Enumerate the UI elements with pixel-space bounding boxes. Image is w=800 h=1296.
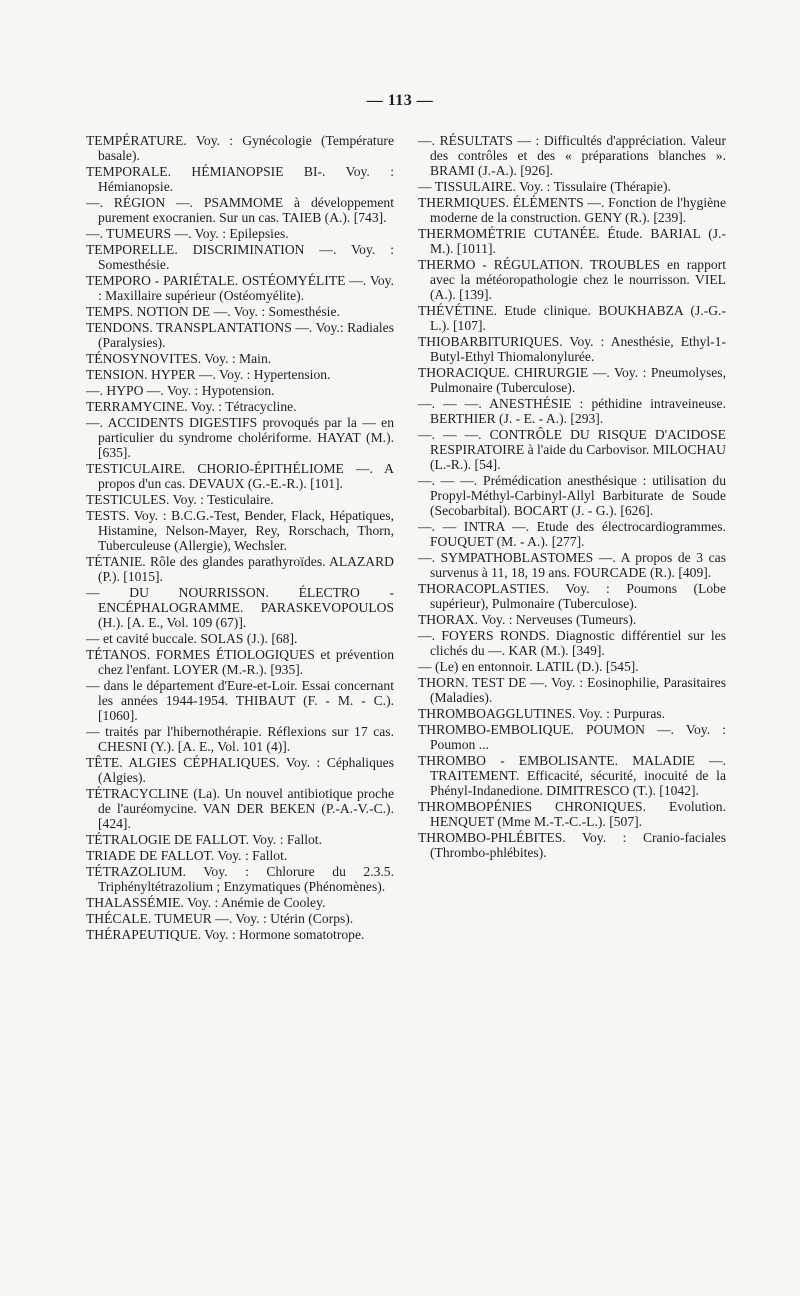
right-column <box>418 133 726 861</box>
index-entry: THALASSÉMIE. Voy. : Anémie de Cooley. <box>86 895 326 910</box>
index-entry: —. — —. CONTRÔLE DU RISQUE D'ACIDOSE RESPIRATOIRE à l'aide du Carbovisor. MILOCHAU (L.-R.). [54]. <box>418 427 726 472</box>
index-entry: TENSION. HYPER —. Voy. : Hypertension. <box>86 367 331 382</box>
index-entry: TEMPS. NOTION DE —. Voy. : Somesthésie. <box>86 304 340 319</box>
index-entry: THROMBO - EMBOLISANTE. MALADIE —. TRAITEMENT. Efficacité, sécurité, inocuité de la Phényl-Indanedione. DIMITRESCO (T.). [1042]. <box>418 753 726 798</box>
index-entry: TÉNOSYNOVITES. Voy. : Main. <box>86 351 272 366</box>
index-entry: TESTICULAIRE. CHORIO-ÉPITHÉLIOME —. A propos d'un cas. DEVAUX (G.-E.-R.). [101]. <box>86 461 394 491</box>
index-entry: THERMO - RÉGULATION. TROUBLES en rapport avec la météoropathologie chez le nourrisson. VIEL (A.). [139]. <box>418 257 726 302</box>
index-entry: THÉCALE. TUMEUR —. Voy. : Utérin (Corps). <box>86 911 354 926</box>
index-entry: — DU NOURRISSON. ÉLECTRO - ENCÉPHALOGRAMME. PARASKEVOPOULOS (H.). [A. E., Vol. 109 (67)]. <box>86 585 394 630</box>
index-entry: TÊTE. ALGIES CÉPHALIQUES. Voy. : Céphaliques (Algies). <box>86 755 394 785</box>
index-entry: TERRAMYCINE. Voy. : Tétracycline. <box>86 399 297 414</box>
index-entry: TRIADE DE FALLOT. Voy. : Fallot. <box>86 848 288 863</box>
index-entry: THÉRAPEUTIQUE. Voy. : Hormone somatotrope. <box>86 927 365 942</box>
index-entry: —. — —. ANESTHÉSIE : péthidine intraveineuse. BERTHIER (J. - E. - A.). [293]. <box>418 396 726 426</box>
index-entry: TEMPORALE. HÉMIANOPSIE BI-. Voy. : Hémianopsie. <box>86 164 394 194</box>
index-entry: —. FOYERS RONDS. Diagnostic différentiel sur les clichés du —. KAR (M.). [349]. <box>418 628 726 658</box>
index-entry: THIOBARBITURIQUES. Voy. : Anesthésie, Ethyl-1-Butyl-Ethyl Thiomalonylurée. <box>418 334 726 364</box>
index-entry: —. HYPO —. Voy. : Hypotension. <box>86 383 275 398</box>
index-entry: THROMBOAGGLUTINES. Voy. : Purpuras. <box>418 706 666 721</box>
index-entry: —. TUMEURS —. Voy. : Epilepsies. <box>86 226 289 241</box>
index-entry: THORACOPLASTIES. Voy. : Poumons (Lobe supérieur), Pulmonaire (Tuberculose). <box>418 581 726 611</box>
index-entry: TEMPORELLE. DISCRIMINATION —. Voy. : Somesthésie. <box>86 242 394 272</box>
left-column <box>86 133 394 943</box>
index-entry: TÉTRAZOLIUM. Voy. : Chlorure du 2.3.5. Triphényltétrazolium ; Enzymatiques (Phénomènes). <box>86 864 394 894</box>
index-entry: THORAX. Voy. : Nerveuses (Tumeurs). <box>418 612 637 627</box>
index-entry: TENDONS. TRANSPLANTATIONS —. Voy.: Radiales (Paralysies). <box>86 320 394 350</box>
index-entry: — traités par l'hibernothérapie. Réflexions sur 17 cas. CHESNI (Y.). [A. E., Vol. 101 (4)]. <box>86 724 394 754</box>
index-entry: THROMBO-EMBOLIQUE. POUMON —. Voy. : Poumon ... <box>418 722 726 752</box>
index-entry: THÉVÉTINE. Etude clinique. BOUKHABZA (J.-G.-L.). [107]. <box>418 303 726 333</box>
index-entry: TEMPÉRATURE. Voy. : Gynécologie (Température basale). <box>86 133 394 163</box>
index-entry: —. — INTRA —. Etude des électrocardiogrammes. FOUQUET (M. - A.). [277]. <box>418 519 726 549</box>
index-entry: THERMIQUES. ÉLÉMENTS —. Fonction de l'hygiène moderne de la construction. GENY (R.). [239]. <box>418 195 726 225</box>
index-entry: TÉTRALOGIE DE FALLOT. Voy. : Fallot. <box>86 832 322 847</box>
index-entry: TÉTANIE. Rôle des glandes parathyroïdes. ALAZARD (P.). [1015]. <box>86 554 394 584</box>
index-entry: — dans le département d'Eure-et-Loir. Essai concernant les années 1944-1954. THIBAUT (F. - M. - C.). [1060]. <box>86 678 394 723</box>
index-entry: — TISSULAIRE. Voy. : Tissulaire (Thérapie). <box>418 179 671 194</box>
page-number: — 113 — <box>366 92 434 109</box>
index-entry: TEMPORO - PARIÉTALE. OSTÉOMYÉLITE —. Voy. : Maxillaire supérieur (Ostéomyélite). <box>86 273 394 303</box>
index-entry: TÉTRACYCLINE (La). Un nouvel antibiotique proche de l'auréomycine. VAN DER BEKEN (P.-A.-V.-C.). [424]. <box>86 786 394 831</box>
index-entry: —. RÉSULTATS — : Difficultés d'appréciation. Valeur des contrôles et des « préparations blanches ». BRAMI (J.-A.). [926]. <box>418 133 726 178</box>
index-entry: —. — —. Prémédication anesthésique : utilisation du Propyl-Méthyl-Carbinyl-Allyl Barbiturate de Soude (Secobarbital). BOCART (J. - G.). [626]. <box>418 473 726 518</box>
index-entry: TESTS. Voy. : B.C.G.-Test, Bender, Flack, Hépatiques, Histamine, Nelson-Mayer, Rey, Rorschach, Thorn, Tuberculeuse (Allergie), Wechsler. <box>86 508 394 553</box>
index-entry: THORACIQUE. CHIRURGIE —. Voy. : Pneumolyses, Pulmonaire (Tuberculose). <box>418 365 726 395</box>
index-entry: — (Le) en entonnoir. LATIL (D.). [545]. <box>418 659 639 674</box>
index-entry: —. SYMPATHOBLASTOMES —. A propos de 3 cas survenus à 11, 18, 19 ans. FOURCADE (R.). [409]. <box>418 550 726 580</box>
index-entry: THROMBOPÉNIES CHRONIQUES. Evolution. HENQUET (Mme M.-T.-C.-L.). [507]. <box>418 799 726 829</box>
index-entry: THORN. TEST DE —. Voy. : Eosinophilie, Parasitaires (Maladies). <box>418 675 726 705</box>
index-entry: TÉTANOS. FORMES ÉTIOLOGIQUES et prévention chez l'enfant. LOYER (M.-R.). [935]. <box>86 647 394 677</box>
index-entry: TESTICULES. Voy. : Testiculaire. <box>86 492 274 507</box>
index-entry: —. RÉGION —. PSAMMOME à développement purement exocranien. Sur un cas. TAIEB (A.). [743]. <box>86 195 394 225</box>
index-entry: — et cavité buccale. SOLAS (J.). [68]. <box>86 631 298 646</box>
index-entry: THROMBO-PHLÉBITES. Voy. : Cranio-faciales (Thrombo-phlébites). <box>418 830 726 860</box>
index-entry: —. ACCIDENTS DIGESTIFS provoqués par la — en particulier du syndrome cholériforme. HAYAT (M.). [635]. <box>86 415 394 460</box>
index-entry: THERMOMÉTRIE CUTANÉE. Étude. BARIAL (J.-M.). [1011]. <box>418 226 726 256</box>
